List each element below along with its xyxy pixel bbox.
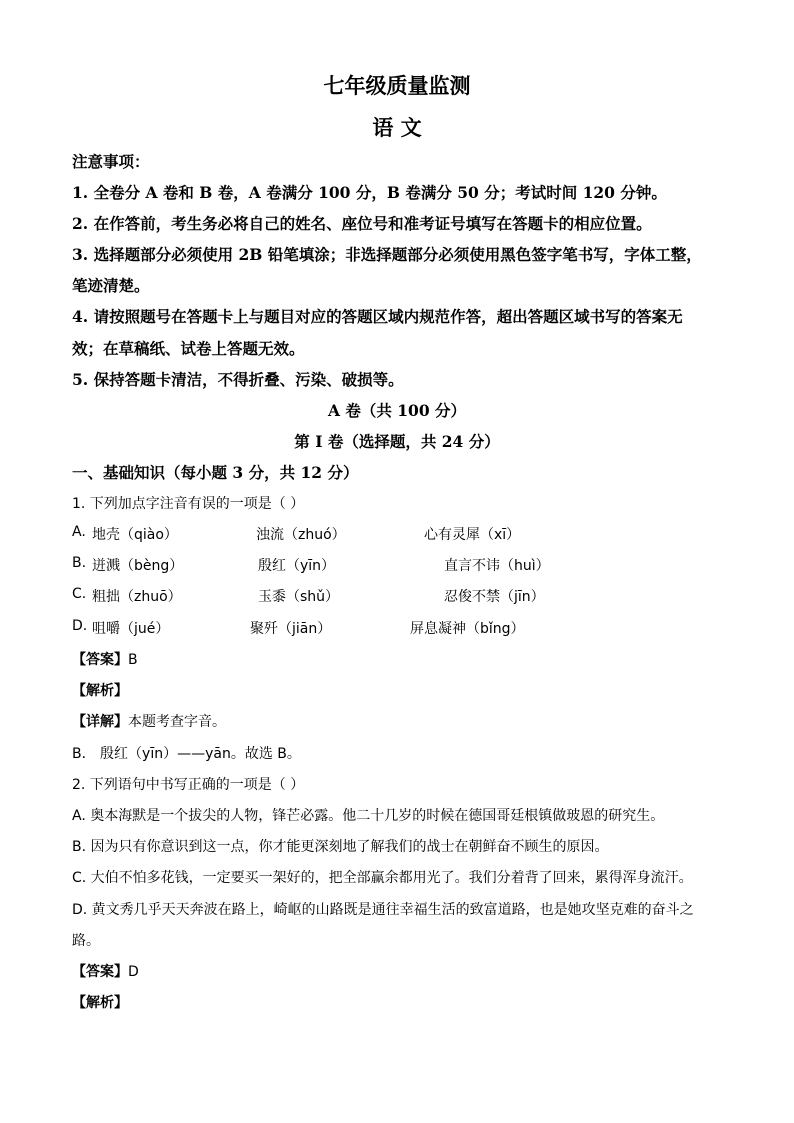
q1-answer-row	[72, 649, 138, 669]
q2-answer-row	[72, 961, 139, 981]
volume-a-heading: A 卷（共 100 分）	[327, 401, 467, 420]
q1-option-a-item3: 心有灵犀（xī）	[424, 527, 521, 543]
q2-stem: 2. 下列语句中书写正确的一项是（ ）	[72, 777, 305, 793]
q1-option-c-item1: 粗拙（zhuō）	[92, 589, 182, 605]
basic-knowledge-heading: 一、基础知识（每小题 3 分，共 12 分）	[72, 463, 359, 482]
q1-option-d-item3: 屏息凝神（bǐng）	[410, 621, 525, 637]
q1-option-c-item3: 忍俊不禁（jīn）	[444, 589, 545, 605]
q1-option-b-item2: 殷红（yīn）	[258, 558, 336, 574]
q2-option-d: D. 黄文秀几乎天天奔波在路上，崎岖的山路既是通往幸福生活的致富道路，也是她攻坚克难的奋斗之	[72, 902, 694, 918]
q1-detail-tag: 【详解】	[72, 714, 128, 730]
q1-option-a-item1: 地壳（qiào）	[92, 527, 178, 543]
notice-item-2: 2. 在作答前，考生务必将自己的姓名、座位号和准考证号填写在答题卡的相应位置。	[72, 214, 652, 233]
notice-item-4-cont: 效；在草稿纸、试卷上答题无效。	[72, 339, 305, 358]
notice-item-3-cont: 笔迹清楚。	[72, 276, 150, 295]
q2-option-a: A. 奥本海默是一个拔尖的人物，锋芒必露。他二十几岁的时候在德国哥廷根镇做玻恩的研究生。	[72, 808, 665, 824]
subject-title: 语 文	[372, 115, 422, 140]
q2-option-c: C. 大伯不怕多花钱，一定要买一架好的，把全部赢余都用光了。我们分着背了回来，累得浑身流汗。	[72, 870, 693, 886]
notice-heading: 注意事项：	[72, 152, 150, 171]
q2-option-d-cont: 路。	[72, 933, 100, 949]
q2-answer-tag: 【答案】	[72, 964, 128, 980]
q1-option-a-label: A.	[72, 524, 86, 540]
notice-item-4: 4. 请按照题号在答题卡上与题目对应的答题区域内规范作答，超出答题区域书写的答案无	[72, 307, 683, 326]
q1-answer-tag: 【答案】	[72, 652, 128, 668]
page-title: 七年级质量监测	[323, 73, 471, 98]
part-one-heading: 第 I 卷（选择题，共 24 分）	[294, 432, 500, 451]
q1-option-d-label: D.	[72, 618, 88, 634]
q1-option-d-item2: 聚歼（jiān）	[250, 621, 332, 637]
q1-explanation: B． 殷红（yīn）——yān。故选 B。	[72, 746, 301, 762]
notice-item-1: 1. 全卷分 A 卷和 B 卷，A 卷满分 100 分，B 卷满分 50 分；考试时间 120 分钟。	[72, 183, 667, 202]
q1-option-b-item3: 直言不讳（huì）	[444, 558, 550, 574]
q1-option-b-label: B.	[72, 555, 87, 571]
q1-analysis-tag: 【解析】	[72, 683, 128, 699]
q1-answer: B	[128, 652, 138, 668]
notice-item-3: 3. 选择题部分必须使用 2B 铅笔填涂；非选择题部分必须使用黑色签字笔书写，字体工整，	[72, 245, 702, 264]
q1-detail-row	[72, 711, 226, 731]
q1-option-b-item1: 迸溅（bèng）	[92, 558, 184, 574]
notice-item-5: 5. 保持答题卡清洁，不得折叠、污染、破损等。	[72, 370, 404, 389]
q2-option-b: B. 因为只有你意识到这一点，你才能更深刻地了解我们的战士在朝鲜奋不顾生的原因。	[72, 839, 609, 855]
q1-option-a-item2: 浊流（zhuó）	[256, 527, 346, 543]
q1-option-d-item1: 咀嚼（jué）	[92, 621, 170, 637]
q1-option-c-label: C.	[72, 586, 87, 602]
q1-stem: 1. 下列加点字注音有误的一项是（ ）	[72, 496, 305, 512]
q1-detail: 本题考查字音。	[128, 714, 226, 730]
q2-answer: D	[128, 964, 139, 980]
q2-analysis-tag: 【解析】	[72, 995, 128, 1011]
q1-option-c-item2: 玉黍（shǔ）	[258, 589, 340, 605]
